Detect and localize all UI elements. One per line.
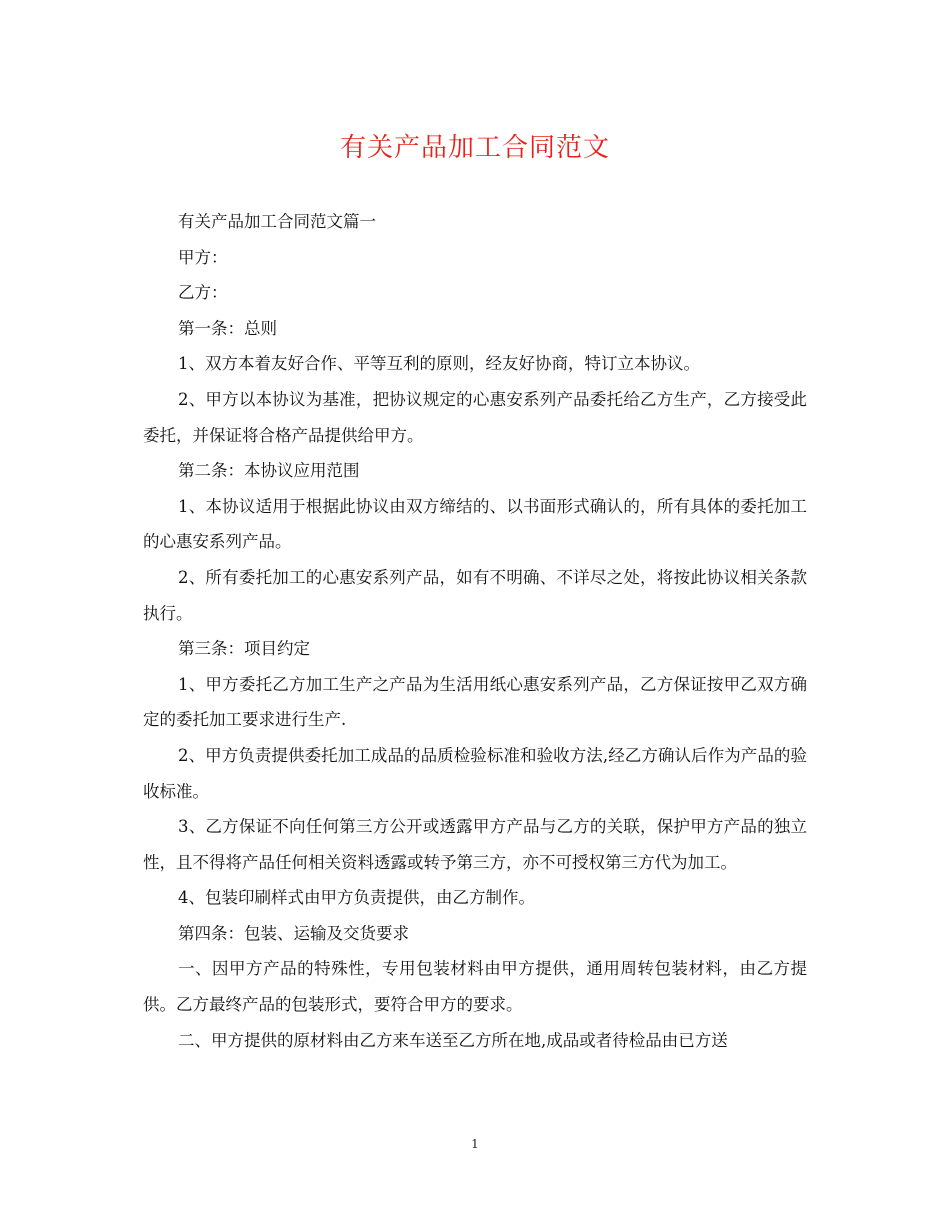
paragraph: 3、乙方保证不向任何第三方公开或透露甲方产品与乙方的关联，保护甲方产品的独立性，且不得将产品任何相关资料透露或转予第三方，亦不可授权第三方代为加工。 (143, 817, 807, 872)
party-b-line: 乙方： (178, 283, 228, 303)
article-heading: 第三条：项目约定 (178, 639, 310, 659)
article-heading: 第二条：本协议应用范围 (178, 461, 360, 481)
paragraph: 一、因甲方产品的特殊性，专用包装材料由甲方提供，通用周转包装材料，由乙方提供。乙方最终产品的包装形式，要符合甲方的要求。 (143, 959, 807, 1015)
document-title: 有关产品加工合同范文 (339, 133, 610, 163)
article-heading: 第四条：包装、运输及交货要求 (178, 923, 409, 943)
document-body (143, 204, 807, 1058)
paragraph: 4、包装印刷样式由甲方负责提供，由乙方制作。 (178, 888, 535, 908)
article-heading: 第一条：总则 (178, 318, 277, 338)
paragraph: 1、甲方委托乙方加工生产之产品为生活用纸心惠安系列产品，乙方保证按甲乙双方确定的委托加工要求进行生产. (143, 674, 807, 730)
paragraph: 2、所有委托加工的心惠安系列产品，如有不明确、不详尽之处，将按此协议相关条款执行。 (143, 567, 807, 623)
paragraph: 二、甲方提供的原材料由乙方来车送至乙方所在地,成品或者待检品由已方送 (178, 1030, 728, 1050)
paragraph: 1、本协议适用于根据此协议由双方缔结的、以书面形式确认的，所有具体的委托加工的心惠安系列产品。 (143, 496, 807, 552)
section-heading: 有关产品加工合同范文篇一 (178, 212, 376, 231)
paragraph: 2、甲方负责提供委托加工成品的品质检验标准和验收方法,经乙方确认后作为产品的验收标准。 (143, 745, 807, 801)
paragraph: 1、双方本着友好合作、平等互利的原则，经友好协商，特订立本协议。 (178, 354, 700, 374)
party-a-line: 甲方： (178, 247, 228, 267)
page-number: 1 (471, 1137, 479, 1151)
paragraph: 2、甲方以本协议为基准，把协议规定的心惠安系列产品委托给乙方生产，乙方接受此委托，并保证将合格产品提供给甲方。 (143, 389, 807, 445)
